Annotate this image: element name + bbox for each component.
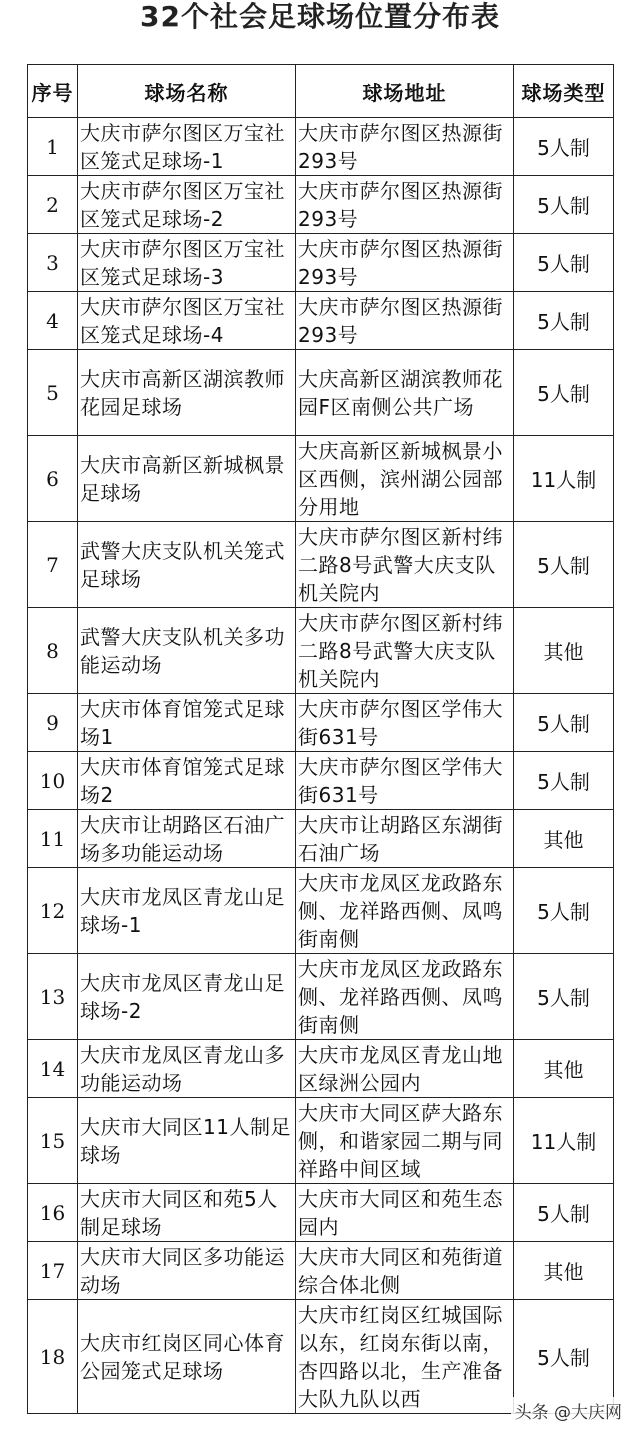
- stadium-address: 大庆市龙凤区龙政路东侧、龙祥路西侧、凤鸣街南侧: [296, 954, 514, 1040]
- stadium-address: 大庆市萨尔图区热源街293号: [296, 176, 514, 234]
- stadium-type: 其他: [514, 810, 614, 868]
- table-row: [28, 608, 614, 694]
- row-number: 3: [28, 234, 78, 292]
- table-row: [28, 292, 614, 350]
- page-title: 32个社会足球场位置分布表: [140, 0, 500, 33]
- stadium-type: 11人制: [514, 1098, 614, 1184]
- header-no: 序号: [28, 65, 78, 118]
- stadium-address: 大庆高新区新城枫景小区西侧，滨州湖公园部分用地: [296, 436, 514, 522]
- stadium-name: 大庆市龙凤区青龙山足球场-2: [78, 954, 296, 1040]
- stadium-name: 大庆市大同区多功能运动场: [78, 1242, 296, 1300]
- stadium-name: 大庆市体育馆笼式足球场1: [78, 694, 296, 752]
- table-row: [28, 118, 614, 176]
- stadium-address: 大庆市萨尔图区热源街293号: [296, 292, 514, 350]
- stadium-address: 大庆市大同区和苑街道综合体北侧: [296, 1242, 514, 1300]
- row-number: 8: [28, 608, 78, 694]
- row-number: 12: [28, 868, 78, 954]
- row-number: 6: [28, 436, 78, 522]
- table-row: [28, 1242, 614, 1300]
- table-row: [28, 436, 614, 522]
- stadium-type: 5人制: [514, 350, 614, 436]
- table-body: [28, 118, 614, 1414]
- table-row: [28, 868, 614, 954]
- stadium-name: 大庆市萨尔图区万宝社区笼式足球场-4: [78, 292, 296, 350]
- stadium-address: 大庆市大同区萨大路东侧，和谐家园二期与同祥路中间区域: [296, 1098, 514, 1184]
- stadium-name: 武警大庆支队机关多功能运动场: [78, 608, 296, 694]
- header-name: 球场名称: [78, 65, 296, 118]
- stadium-name: 大庆市萨尔图区万宝社区笼式足球场-2: [78, 176, 296, 234]
- table-row: [28, 810, 614, 868]
- stadium-address: 大庆市萨尔图区学伟大街631号: [296, 752, 514, 810]
- table-row: [28, 234, 614, 292]
- table-row: [28, 1184, 614, 1242]
- table-row: [28, 1040, 614, 1098]
- stadium-name: 大庆市萨尔图区万宝社区笼式足球场-1: [78, 118, 296, 176]
- row-number: 18: [28, 1300, 78, 1414]
- stadium-address: 大庆市让胡路区东湖街石油广场: [296, 810, 514, 868]
- stadium-address: 大庆高新区湖滨教师花园F区南侧公共广场: [296, 350, 514, 436]
- stadium-address: 大庆市龙凤区龙政路东侧、龙祥路西侧、凤鸣街南侧: [296, 868, 514, 954]
- row-number: 1: [28, 118, 78, 176]
- row-number: 7: [28, 522, 78, 608]
- stadium-type: 其他: [514, 1242, 614, 1300]
- stadium-address: 大庆市萨尔图区新村纬二路8号武警大庆支队机关院内: [296, 522, 514, 608]
- stadium-type: 5人制: [514, 868, 614, 954]
- table-row: [28, 1098, 614, 1184]
- stadium-address: 大庆市萨尔图区热源街293号: [296, 118, 514, 176]
- stadium-type: 5人制: [514, 234, 614, 292]
- stadium-name: 大庆市高新区湖滨教师花园足球场: [78, 350, 296, 436]
- table-row: [28, 176, 614, 234]
- stadium-type: 5人制: [514, 118, 614, 176]
- row-number: 11: [28, 810, 78, 868]
- stadium-table: [27, 64, 614, 1414]
- stadium-name: 武警大庆支队机关笼式足球场: [78, 522, 296, 608]
- stadium-name: 大庆市体育馆笼式足球场2: [78, 752, 296, 810]
- stadium-name: 大庆市龙凤区青龙山多功能运动场: [78, 1040, 296, 1098]
- stadium-name: 大庆市大同区和苑5人制足球场: [78, 1184, 296, 1242]
- stadium-type: 5人制: [514, 522, 614, 608]
- stadium-address: 大庆市大同区和苑生态园内: [296, 1184, 514, 1242]
- header-type: 球场类型: [514, 65, 614, 118]
- stadium-type: 5人制: [514, 176, 614, 234]
- stadium-type: 5人制: [514, 954, 614, 1040]
- row-number: 5: [28, 350, 78, 436]
- header-address: 球场地址: [296, 65, 514, 118]
- stadium-name: 大庆市红岗区同心体育公园笼式足球场: [78, 1300, 296, 1414]
- stadium-type: 5人制: [514, 1300, 614, 1414]
- stadium-type: 5人制: [514, 752, 614, 810]
- stadium-address: 大庆市萨尔图区新村纬二路8号武警大庆支队机关院内: [296, 608, 514, 694]
- row-number: 14: [28, 1040, 78, 1098]
- stadium-name: 大庆市让胡路区石油广场多功能运动场: [78, 810, 296, 868]
- row-number: 13: [28, 954, 78, 1040]
- stadium-name: 大庆市龙凤区青龙山足球场-1: [78, 868, 296, 954]
- stadium-type: 11人制: [514, 436, 614, 522]
- table-header-row: [28, 65, 614, 118]
- table-row: [28, 694, 614, 752]
- stadium-name: 大庆市大同区11人制足球场: [78, 1098, 296, 1184]
- stadium-type: 其他: [514, 608, 614, 694]
- stadium-type: 5人制: [514, 292, 614, 350]
- stadium-address: 大庆市萨尔图区热源街293号: [296, 234, 514, 292]
- table-row: [28, 350, 614, 436]
- row-number: 4: [28, 292, 78, 350]
- stadium-address: 大庆市红岗区红城国际以东，红岗东街以南，杏四路以北，生产准备大队九队以西: [296, 1300, 514, 1414]
- row-number: 17: [28, 1242, 78, 1300]
- stadium-name: 大庆市萨尔图区万宝社区笼式足球场-3: [78, 234, 296, 292]
- stadium-address: 大庆市萨尔图区学伟大街631号: [296, 694, 514, 752]
- row-number: 15: [28, 1098, 78, 1184]
- table-row: [28, 752, 614, 810]
- row-number: 10: [28, 752, 78, 810]
- row-number: 16: [28, 1184, 78, 1242]
- row-number: 2: [28, 176, 78, 234]
- table-row: [28, 954, 614, 1040]
- stadium-type: 5人制: [514, 694, 614, 752]
- watermark: 头条 @大庆网: [511, 1397, 626, 1424]
- table-row: [28, 522, 614, 608]
- stadium-type: 其他: [514, 1040, 614, 1098]
- stadium-name: 大庆市高新区新城枫景足球场: [78, 436, 296, 522]
- stadium-type: 5人制: [514, 1184, 614, 1242]
- row-number: 9: [28, 694, 78, 752]
- stadium-address: 大庆市龙凤区青龙山地区绿洲公园内: [296, 1040, 514, 1098]
